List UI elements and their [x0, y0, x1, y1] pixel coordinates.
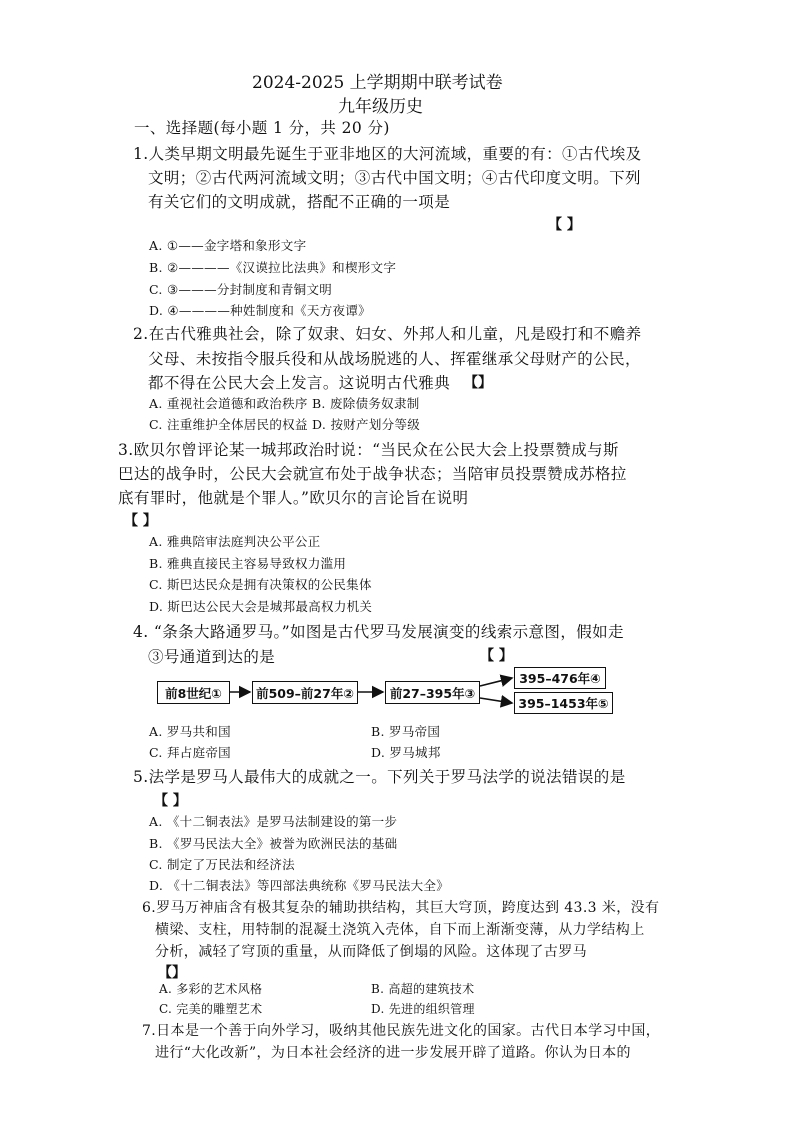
- q1-line2: 文明；②古代两河流域文明；③古代中国文明；④古代印度文明。下列: [148, 169, 641, 187]
- q5-option-d: D. 《十二铜表法》等四部法典统称《罗马民法大全》: [149, 878, 450, 893]
- q2-line3: 都不得在公民大会上发言。这说明古代雅典: [148, 374, 451, 392]
- section-heading: 一、选择题(每小题 1 分，共 20 分): [134, 119, 390, 137]
- q6-line1: 6.罗马万神庙含有极其复杂的辅助拱结构，其巨大穹顶，跨度达到 43.3 米，没有: [142, 900, 660, 916]
- q1-answer-bracket: 【 】: [548, 217, 581, 233]
- q2-line1: 2.在古代雅典社会，除了奴隶、妇女、外邦人和儿童，凡是殴打和不赡养: [133, 325, 642, 343]
- q1-option-c: C. ③———分封制度和青铜文明: [149, 282, 333, 297]
- q3-option-b: B. 雅典直接民主容易导致权力滥用: [149, 556, 347, 571]
- timeline-box-5: 395–1453年⑤: [514, 692, 613, 714]
- q6-option-a: A. 多彩的艺术风格: [159, 982, 263, 996]
- arrow-3-4: [480, 678, 512, 686]
- arrow-3-5: [480, 698, 512, 703]
- q6-answer-bracket: 【】: [158, 965, 186, 981]
- q3-option-d: D. 斯巴达公民大会是城邦最高权力机关: [149, 599, 373, 614]
- q6-line3: 分析，减轻了穹顶的重量，从而降低了倒塌的风险。这体现了古罗马: [155, 944, 587, 960]
- q4-option-b: B. 罗马帝国: [371, 724, 441, 739]
- q6-option-c: C. 完美的雕塑艺术: [159, 1002, 263, 1016]
- timeline-box-3: 前27–395年③: [385, 681, 480, 704]
- q1-option-b: B. ②————《汉谟拉比法典》和楔形文字: [149, 260, 397, 275]
- q3-line1: 3.欧贝尔曾评论某一城邦政治时说：“当民众在公民大会上投票赞成与斯: [118, 441, 619, 459]
- timeline-box-1: 前8世纪①: [157, 681, 230, 704]
- timeline-box-2: 前509–前27年②: [252, 681, 358, 704]
- q4-answer-bracket: 【 】: [480, 648, 513, 664]
- q3-option-a: A. 雅典陪审法庭判决公平公正: [149, 534, 321, 549]
- q2-answer-bracket: 【】: [464, 375, 492, 391]
- timeline-box-4: 395–476年④: [514, 667, 606, 689]
- q4-option-a: A. 罗马共和国: [149, 724, 231, 739]
- q5-answer-bracket: 【 】: [154, 793, 187, 809]
- q5-line1: 5.法学是罗马人最伟大的成就之一。下列关于罗马法学的说法错误的是: [133, 768, 626, 786]
- q2-line2: 父母、未按指令服兵役和从战场脱逃的人、挥霍继承父母财产的公民，: [148, 350, 641, 368]
- q6-option-b: B. 高超的建筑技术: [371, 982, 475, 996]
- q4-option-c: C. 拜占庭帝国: [149, 745, 231, 760]
- q7-line2: 进行“大化改新”，为日本社会经济的进一步发展开辟了道路。你认为日本的: [155, 1045, 631, 1061]
- q1-option-a: A. ①——金字塔和象形文字: [149, 238, 307, 253]
- q6-option-d: D. 先进的组织管理: [371, 1002, 475, 1016]
- q3-option-c: C. 斯巴达民众是拥有决策权的公民集体: [149, 577, 372, 592]
- q2-options-cd: C. 注重维护全体居民的权益 D. 按财产划分等级: [149, 417, 421, 432]
- q4-option-d: D. 罗马城邦: [371, 745, 441, 760]
- q5-option-b: B. 《罗马民法大全》被誉为欧洲民法的基础: [149, 836, 398, 851]
- q1-line1: 1.人类早期文明最先诞生于亚非地区的大河流域，重要的有：①古代埃及: [133, 145, 642, 163]
- q3-line3: 底有罪时，他就是个罪人。”欧贝尔的言论旨在说明: [118, 489, 469, 507]
- exam-title: 2024-2025 上学期期中联考试卷: [252, 73, 503, 93]
- q2-options-ab: A. 重视社会道德和政治秩序 B. 废除债务奴隶制: [149, 396, 420, 411]
- q5-option-c: C. 制定了万民法和经济法: [149, 857, 295, 872]
- q3-line2: 巴达的战争时，公民大会就宣布处于战争状态；当陪审员投票赞成苏格拉: [118, 465, 627, 483]
- q5-option-a: A. 《十二铜表法》是罗马法制建设的第一步: [149, 814, 398, 829]
- q4-line2: ③号通道到达的是: [148, 648, 276, 666]
- exam-subtitle: 九年级历史: [338, 97, 423, 117]
- q1-line3: 有关它们的文明成就，搭配不正确的一项是: [148, 193, 451, 211]
- q1-option-d: D. ④————种姓制度和《天方夜谭》: [149, 303, 371, 318]
- q4-line1: 4. “条条大路通罗马。”如图是古代罗马发展演变的线索示意图，假如走: [133, 623, 624, 641]
- q7-line1: 7.日本是一个善于向外学习，吸纳其他民族先进文化的国家。古代日本学习中国，: [142, 1023, 661, 1039]
- q6-line2: 横梁、支柱，用特制的混凝土浇筑入壳体，自下而上渐渐变薄，从力学结构上: [155, 922, 645, 938]
- q3-answer-bracket: 【 】: [124, 513, 157, 529]
